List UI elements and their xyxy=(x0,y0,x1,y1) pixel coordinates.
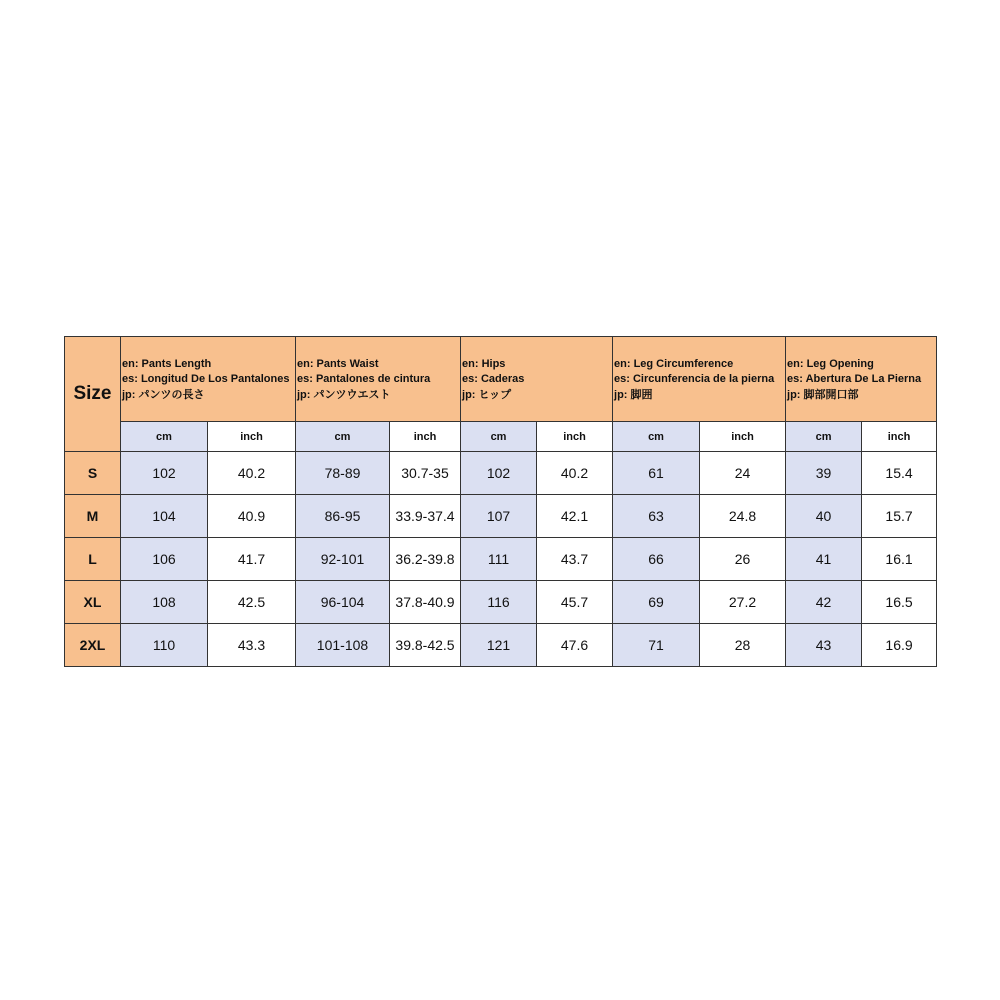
hips-cm: 102 xyxy=(461,452,537,495)
unit-inch-header: inch xyxy=(390,422,461,452)
header-pants-waist xyxy=(296,337,461,422)
hips-cm: 121 xyxy=(461,624,537,667)
label-es: es: Circunferencia de la pierna xyxy=(614,373,775,386)
label-jp: jp: 脚部開口部 xyxy=(787,388,859,401)
pants-waist-inch: 30.7-35 xyxy=(390,452,461,495)
leg-circumference-cm: 66 xyxy=(613,538,700,581)
pants-waist-cm: 92-101 xyxy=(296,538,390,581)
pants-waist-inch: 36.2-39.8 xyxy=(390,538,461,581)
size-label: M xyxy=(65,495,121,538)
size-label: S xyxy=(65,452,121,495)
unit-header-row xyxy=(65,422,937,452)
label-en: en: Pants Length xyxy=(122,357,212,370)
table-row-size-2xl xyxy=(65,624,937,667)
size-column-header: Size xyxy=(65,337,121,452)
header-leg-opening xyxy=(786,337,937,422)
label-en: en: Leg Circumference xyxy=(614,357,734,370)
label-es: es: Abertura De La Pierna xyxy=(787,373,922,386)
leg-opening-inch: 16.5 xyxy=(862,581,937,624)
hips-inch: 45.7 xyxy=(537,581,613,624)
leg-circumference-cm: 63 xyxy=(613,495,700,538)
label-jp: jp: 脚囲 xyxy=(614,388,653,401)
unit-cm-header: cm xyxy=(121,422,208,452)
table-row-size-l xyxy=(65,538,937,581)
leg-circumference-inch: 24.8 xyxy=(700,495,786,538)
pants-waist-cm: 86-95 xyxy=(296,495,390,538)
pants-waist-cm: 78-89 xyxy=(296,452,390,495)
leg-opening-inch: 15.4 xyxy=(862,452,937,495)
pants-length-cm: 102 xyxy=(121,452,208,495)
leg-opening-cm: 39 xyxy=(786,452,862,495)
unit-cm-header: cm xyxy=(786,422,862,452)
unit-cm-header: cm xyxy=(613,422,700,452)
leg-opening-cm: 42 xyxy=(786,581,862,624)
size-label: XL xyxy=(65,581,121,624)
unit-inch-header: inch xyxy=(862,422,937,452)
unit-inch-header: inch xyxy=(208,422,296,452)
label-es: es: Caderas xyxy=(462,373,525,386)
leg-opening-inch: 16.1 xyxy=(862,538,937,581)
measurement-header-row xyxy=(65,337,937,422)
table-row-size-m xyxy=(65,495,937,538)
size-label: L xyxy=(65,538,121,581)
hips-inch: 40.2 xyxy=(537,452,613,495)
label-jp: jp: パンツの長さ xyxy=(122,388,205,401)
label-jp: jp: ヒップ xyxy=(462,388,512,401)
label-en: en: Hips xyxy=(462,357,506,370)
pants-length-inch: 43.3 xyxy=(208,624,296,667)
table-row-size-xl xyxy=(65,581,937,624)
pants-waist-cm: 96-104 xyxy=(296,581,390,624)
leg-opening-inch: 16.9 xyxy=(862,624,937,667)
pants-waist-cm: 101-108 xyxy=(296,624,390,667)
pants-length-inch: 40.9 xyxy=(208,495,296,538)
pants-length-inch: 40.2 xyxy=(208,452,296,495)
unit-inch-header: inch xyxy=(537,422,613,452)
header-leg-circumference xyxy=(613,337,786,422)
leg-circumference-inch: 26 xyxy=(700,538,786,581)
label-es: es: Longitud De Los Pantalones xyxy=(122,373,290,386)
leg-opening-cm: 41 xyxy=(786,538,862,581)
leg-opening-cm: 40 xyxy=(786,495,862,538)
pants-waist-inch: 33.9-37.4 xyxy=(390,495,461,538)
size-chart-table xyxy=(64,336,937,667)
pants-length-inch: 41.7 xyxy=(208,538,296,581)
label-es: es: Pantalones de cintura xyxy=(297,373,431,386)
hips-cm: 107 xyxy=(461,495,537,538)
leg-circumference-inch: 27.2 xyxy=(700,581,786,624)
leg-circumference-cm: 69 xyxy=(613,581,700,624)
hips-inch: 42.1 xyxy=(537,495,613,538)
pants-length-inch: 42.5 xyxy=(208,581,296,624)
label-en: en: Leg Opening xyxy=(787,357,874,370)
table-row-size-s xyxy=(65,452,937,495)
unit-inch-header: inch xyxy=(700,422,786,452)
hips-inch: 47.6 xyxy=(537,624,613,667)
hips-cm: 111 xyxy=(461,538,537,581)
leg-circumference-inch: 24 xyxy=(700,452,786,495)
hips-cm: 116 xyxy=(461,581,537,624)
leg-opening-inch: 15.7 xyxy=(862,495,937,538)
leg-circumference-cm: 61 xyxy=(613,452,700,495)
hips-inch: 43.7 xyxy=(537,538,613,581)
unit-cm-header: cm xyxy=(461,422,537,452)
pants-length-cm: 110 xyxy=(121,624,208,667)
leg-circumference-inch: 28 xyxy=(700,624,786,667)
header-hips xyxy=(461,337,613,422)
size-label: 2XL xyxy=(65,624,121,667)
pants-length-cm: 106 xyxy=(121,538,208,581)
leg-circumference-cm: 71 xyxy=(613,624,700,667)
pants-waist-inch: 39.8-42.5 xyxy=(390,624,461,667)
leg-opening-cm: 43 xyxy=(786,624,862,667)
header-pants-length xyxy=(121,337,296,422)
label-en: en: Pants Waist xyxy=(297,357,379,370)
pants-length-cm: 104 xyxy=(121,495,208,538)
pants-length-cm: 108 xyxy=(121,581,208,624)
label-jp: jp: パンツウエスト xyxy=(297,388,391,401)
pants-waist-inch: 37.8-40.9 xyxy=(390,581,461,624)
unit-cm-header: cm xyxy=(296,422,390,452)
